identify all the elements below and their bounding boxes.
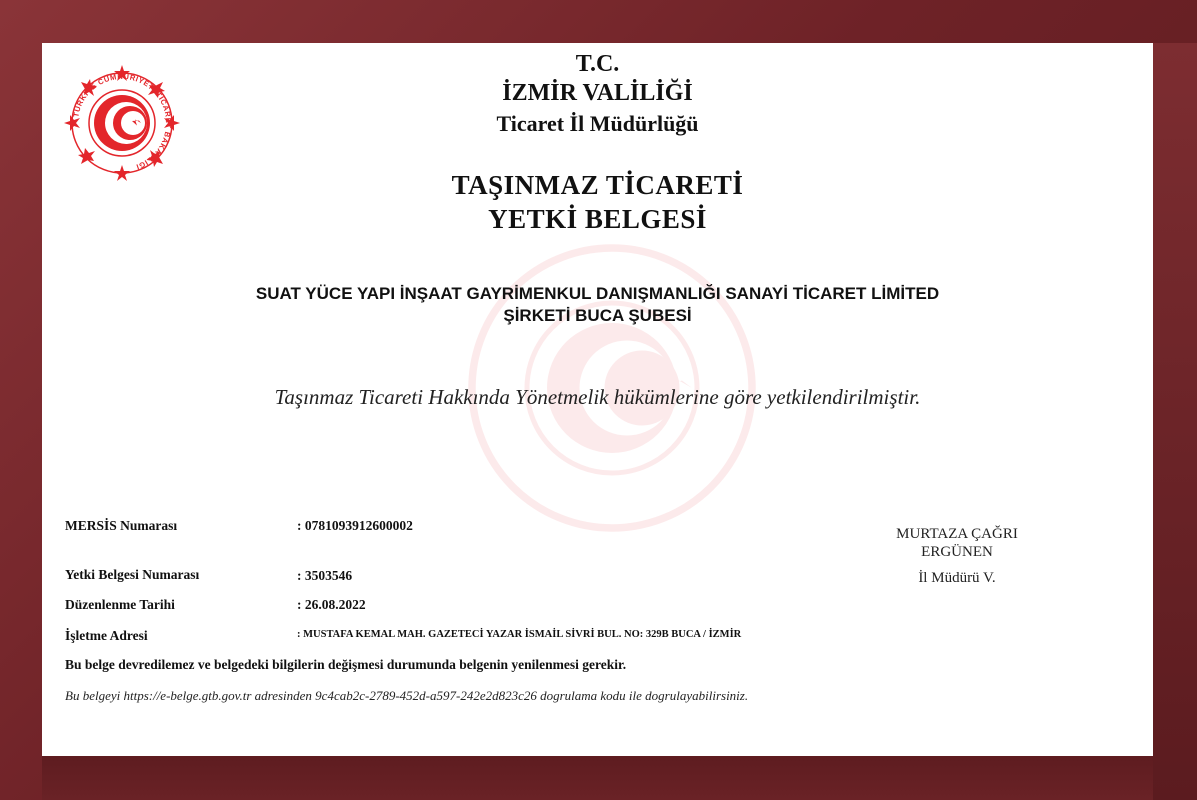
authorization-statement: Taşınmaz Ticareti Hakkında Yönetmelik hükümlerine göre yetkilendirilmiştir. <box>274 385 921 409</box>
renewal-notice: Bu belge devredilemez ve belgedeki bilgilerin değişmesi durumunda belgenin yenilenmesi gerekir. <box>65 657 627 672</box>
mersis-value: : 0781093912600002 <box>297 518 413 533</box>
permit-number-value: : 3503546 <box>297 568 353 583</box>
company-name-line1: SUAT YÜCE YAPI İNŞAAT GAYRİMENKUL DANIŞMANLIĞI SANAYİ TİCARET LİMİTED <box>255 284 940 303</box>
issue-date-value: : 26.08.2022 <box>297 597 366 612</box>
certificate-page <box>42 43 1153 756</box>
company-name-line2: ŞİRKETİ BUCA ŞUBESİ <box>503 306 692 325</box>
business-address-label: İşletme Adresi <box>65 628 148 643</box>
company-name <box>162 283 1033 327</box>
verification-notice: Bu belgeyi https://e-belge.gtb.gov.tr adresinden 9c4cab2c-2789-452d-a597-242e2d823c26 dogrulama kodu ile dogrulayabilirsiniz. <box>65 688 749 703</box>
frame-right-edge <box>1153 43 1197 800</box>
business-address-value: : MUSTAFA KEMAL MAH. GAZETECİ YAZAR İSMAİL SİVRİ BUL. NO: 329B BUCA / İZMİR <box>297 629 742 640</box>
frame-bottom-band <box>42 756 1153 800</box>
header-tc: T.C. <box>575 51 620 77</box>
document-title-line1: TAŞINMAZ TİCARETİ <box>451 170 744 200</box>
header-mudurluk: Ticaret İl Müdürlüğü <box>496 111 699 136</box>
signer-name-line1: MURTAZA ÇAĞRI <box>896 526 1018 542</box>
document-title-line2: YETKİ BELGESİ <box>488 204 707 234</box>
signer-title: İl Müdürü V. <box>918 570 996 586</box>
mersis-label: MERSİS Numarası <box>65 518 178 533</box>
header-valilik: İZMİR VALİLİĞİ <box>502 80 693 106</box>
signer-name-line2: ERGÜNEN <box>921 544 993 560</box>
svg-text:TÜRKİYE CUMHURİYETİ TİCARET BA: TÜRKİYE CUMHURİYETİ TİCARET BAKANLIĞI <box>71 71 174 172</box>
issue-date-label: Düzenlenme Tarihi <box>65 597 175 612</box>
permit-number-label: Yetki Belgesi Numarası <box>65 567 200 582</box>
